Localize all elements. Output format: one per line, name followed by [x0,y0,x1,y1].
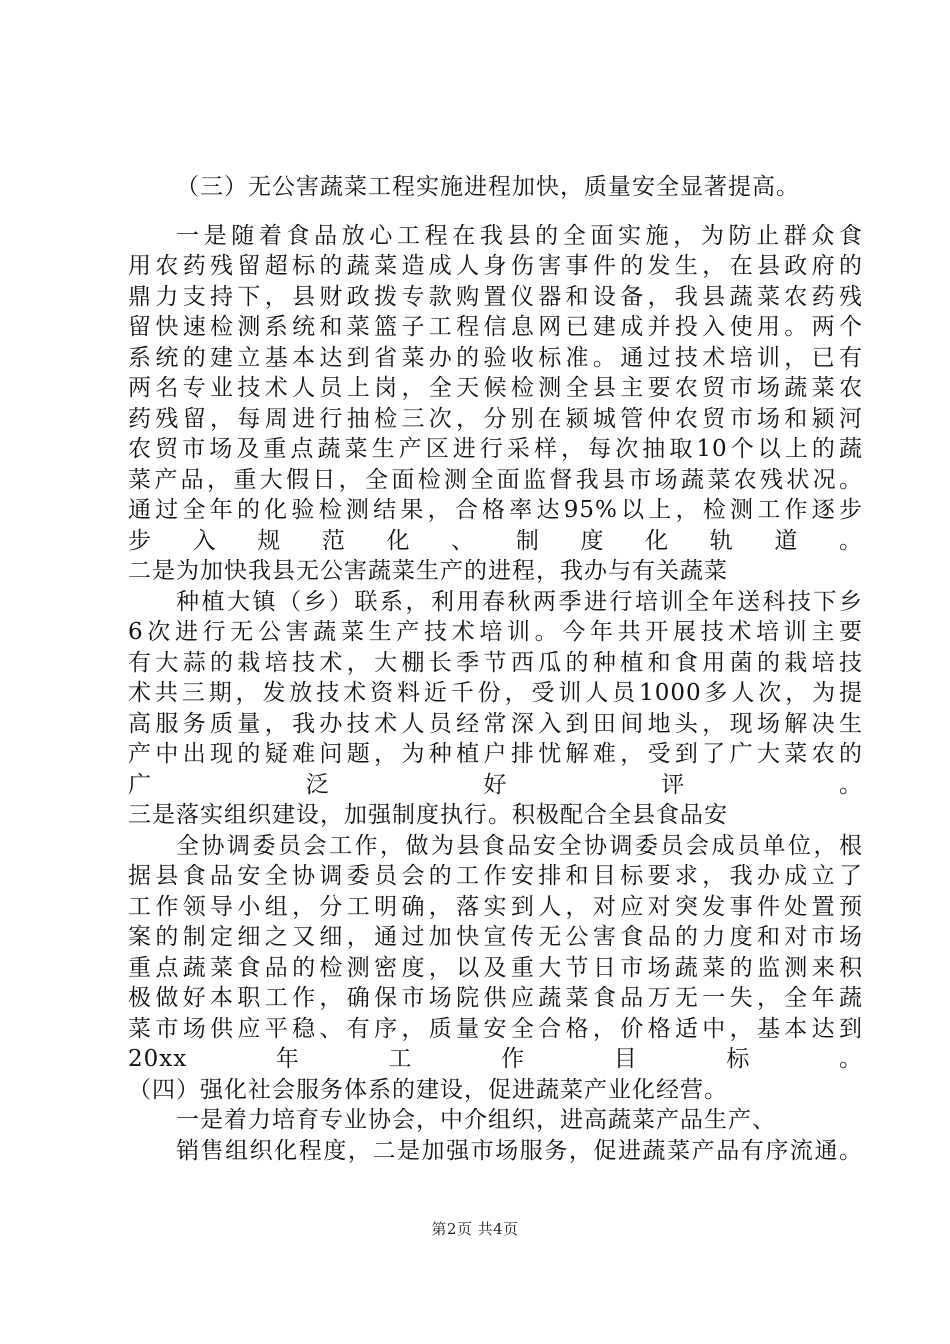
paragraph-line: 工作领导小组，分工明确，落实到人，对应对突发事件处置预 [128,893,863,920]
paragraph-line: （四）强化社会服务体系的建设，促进蔬菜产业化经营。 [128,1076,728,1103]
paragraph-line: 20xx年工作目标。 [128,1046,863,1072]
paragraph-line: 留快速检测系统和菜篮子工程信息网已建成并投入使用。两个 [128,314,863,340]
paragraph-line: 农贸市场及重点蔬菜生产区进行采样，每次抽取10个以上的蔬 [128,436,863,462]
paragraph-line: 二是为加快我县无公害蔬菜生产的进程，我办与有关蔬菜 [128,558,728,584]
paragraph-line: 据县食品安全协调委员会的工作安排和目标要求，我办成立了 [128,863,863,889]
paragraph-line: 种植大镇（乡）联系，利用春秋两季进行培训全年送科技下乡 [176,588,863,615]
section-heading-4: 一是着力培育专业协会，中介组织，进高蔬菜产品生产、 [176,1107,776,1133]
paragraph-line: 极做好本职工作，确保市场院供应蔬菜食品万无一失，全年蔬 [128,985,863,1011]
paragraph-line: 菜产品，重大假日，全面检测全面监督我县市场蔬菜农残状况。 [128,466,863,493]
paragraph-line: 菜市场供应平稳、有序，质量安全合格，价格适中，基本达到 [128,1015,863,1042]
paragraph-line: 一是随着食品放心工程在我县的全面实施，为防止群众食 [176,222,863,249]
page-number-footer: 第2页 共4页 [431,1220,519,1238]
paragraph-line: 系统的建立基本达到省菜办的验收标准。通过技术培训，已有 [128,344,863,371]
section-heading-3: （三）无公害蔬菜工程实施进程加快，质量安全显著提高。 [176,174,800,200]
paragraph-line: 药残留，每周进行抽检三次，分别在颍城管仲农贸市场和颍河 [128,405,863,432]
paragraph-line: 三是落实组织建设，加强制度执行。积极配合全县食品安 [128,802,728,828]
paragraph-line: 全协调委员会工作，做为县食品安全协调委员会成员单位，根 [176,832,863,859]
paragraph-line: 步入规范化、制度化轨道。 [128,527,863,554]
paragraph-line: 广泛好评。 [128,771,863,798]
paragraph-line: 鼎力支持下，县财政拨专款购置仪器和设备，我县蔬菜农药残 [128,283,863,310]
paragraph-line: 有大蒜的栽培技术，大棚长季节西瓜的种植和食用菌的栽培技 [128,649,863,676]
paragraph-line: 案的制定细之又细，通过加快宣传无公害食品的力度和对市场 [128,924,863,950]
paragraph-line: 销售组织化程度，二是加强市场服务，促进蔬菜产品有序流通。 [176,1137,863,1164]
paragraph-line: 用农药残留超标的蔬菜造成人身伤害事件的发生，在县政府的 [128,253,863,279]
paragraph-line: 两名专业技术人员上岗，全天候检测全县主要农贸市场蔬菜农 [128,375,863,401]
document-body [128,172,863,1166]
paragraph-line: 6次进行无公害蔬菜生产技术培训。今年共开展技术培训主要 [128,619,863,645]
paragraph-line: 重点蔬菜食品的检测密度，以及重大节日市场蔬菜的监测来积 [128,954,863,981]
paragraph-line: 术共三期，发放技术资料近千份，受训人员1000多人次，为提 [128,680,863,706]
paragraph-line: 高服务质量，我办技术人员经常深入到田间地头，现场解决生 [128,710,863,737]
paragraph-line: 产中出现的疑难问题，为种植户排忧解难，受到了广大菜农的 [128,741,863,767]
paragraph-line: 通过全年的化验检测结果，合格率达95%以上，检测工作逐步 [128,497,863,523]
